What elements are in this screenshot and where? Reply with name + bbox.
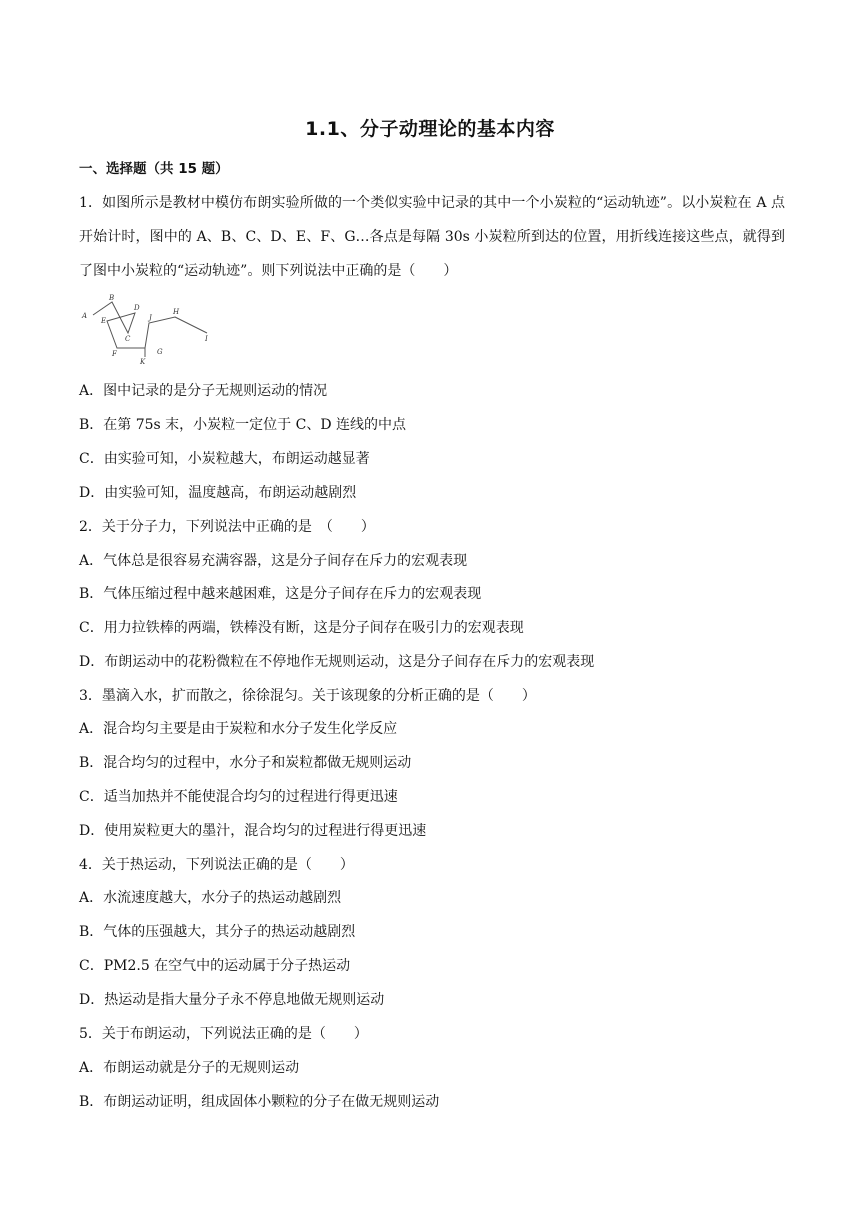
question-1-option-b: B．在第 75s 末，小炭粒一定位于 C、D 连线的中点 (79, 417, 407, 433)
question-1-option-d: D．由实验可知，温度越高，布朗运动越剧烈 (79, 485, 357, 501)
question-3-option-d: D．使用炭粒更大的墨汁，混合均匀的过程进行得更迅速 (79, 823, 427, 839)
figure-label-b: B (109, 294, 115, 302)
question-4-stem: 4．关于热运动，下列说法正确的是（ ） (79, 857, 354, 873)
question-5-stem: 5．关于布朗运动，下列说法正确的是（ ） (79, 1026, 368, 1042)
question-5-option-b: B．布朗运动证明，组成固体小颗粒的分子在做无规则运动 (79, 1094, 440, 1110)
question-4-option-c: C．PM2.5 在空气中的运动属于分子热运动 (79, 958, 351, 974)
question-4-option-d: D．热运动是指大量分子永不停息地做无规则运动 (79, 992, 385, 1008)
question-2-option-b: B．气体压缩过程中越来越困难，这是分子间存在斥力的宏观表现 (79, 586, 482, 602)
trajectory-diagram (79, 293, 219, 365)
figure-label-j: J (149, 314, 152, 322)
figure-label-k: K (140, 358, 146, 365)
question-3-option-b: B．混合均匀的过程中，水分子和炭粒都做无规则运动 (79, 755, 412, 771)
figure-label-g: G (157, 348, 163, 356)
question-2-option-d: D．布朗运动中的花粉微粒在不停地作无规则运动，这是分子间存在斥力的宏观表现 (79, 654, 595, 670)
question-2-stem: 2．关于分子力，下列说法中正确的是 （ ） (79, 519, 375, 535)
figure-label-c: C (125, 335, 131, 343)
question-3-option-c: C．适当加热并不能使混合均匀的过程进行得更迅速 (79, 789, 398, 805)
figure-label-d: D (134, 304, 140, 312)
question-3-stem: 3．墨滴入水，扩而散之，徐徐混匀。关于该现象的分析正确的是（ ） (79, 688, 536, 704)
question-1-stem: 1．如图所示是教材中模仿布朗实验所做的一个类似实验中记录的其中一个小炭粒的“运动轨迹”。以小炭粒在 A 点开始计时，图中的 A、B、C、D、E、F、G…各点是每隔 30s 小炭粒所到达的位置，用折线连接这些点，就得到了图中小炭粒的“运动轨迹”。则下列说法中正确的是（ ） (79, 195, 785, 279)
question-4-option-a: A．水流速度越大，水分子的热运动越剧烈 (79, 890, 342, 906)
question-4-option-b: B．气体的压强越大，其分子的热运动越剧烈 (79, 924, 356, 940)
question-5-option-a: A．布朗运动就是分子的无规则运动 (79, 1060, 300, 1076)
question-2-option-a: A．气体总是很容易充满容器，这是分子间存在斥力的宏观表现 (79, 553, 468, 569)
figure-label-i: I (205, 335, 208, 343)
question-2-option-c: C．用力拉铁棒的两端，铁棒没有断，这是分子间存在吸引力的宏观表现 (79, 620, 524, 636)
page-title: 1.1、分子动理论的基本内容 (305, 118, 555, 140)
figure-label-e: E (101, 317, 107, 325)
figure-label-h: H (173, 308, 180, 316)
question-1-option-c: C．由实验可知，小炭粒越大，布朗运动越显著 (79, 451, 370, 467)
question-3-option-a: A．混合均匀主要是由于炭粒和水分子发生化学反应 (79, 721, 398, 737)
section-heading: 一、选择题（共 15 题） (79, 161, 229, 177)
question-1-option-a: A．图中记录的是分子无规则运动的情况 (79, 383, 328, 399)
trajectory-figure (79, 293, 219, 365)
figure-label-a: A (82, 312, 88, 320)
figure-label-f: F (112, 350, 117, 358)
